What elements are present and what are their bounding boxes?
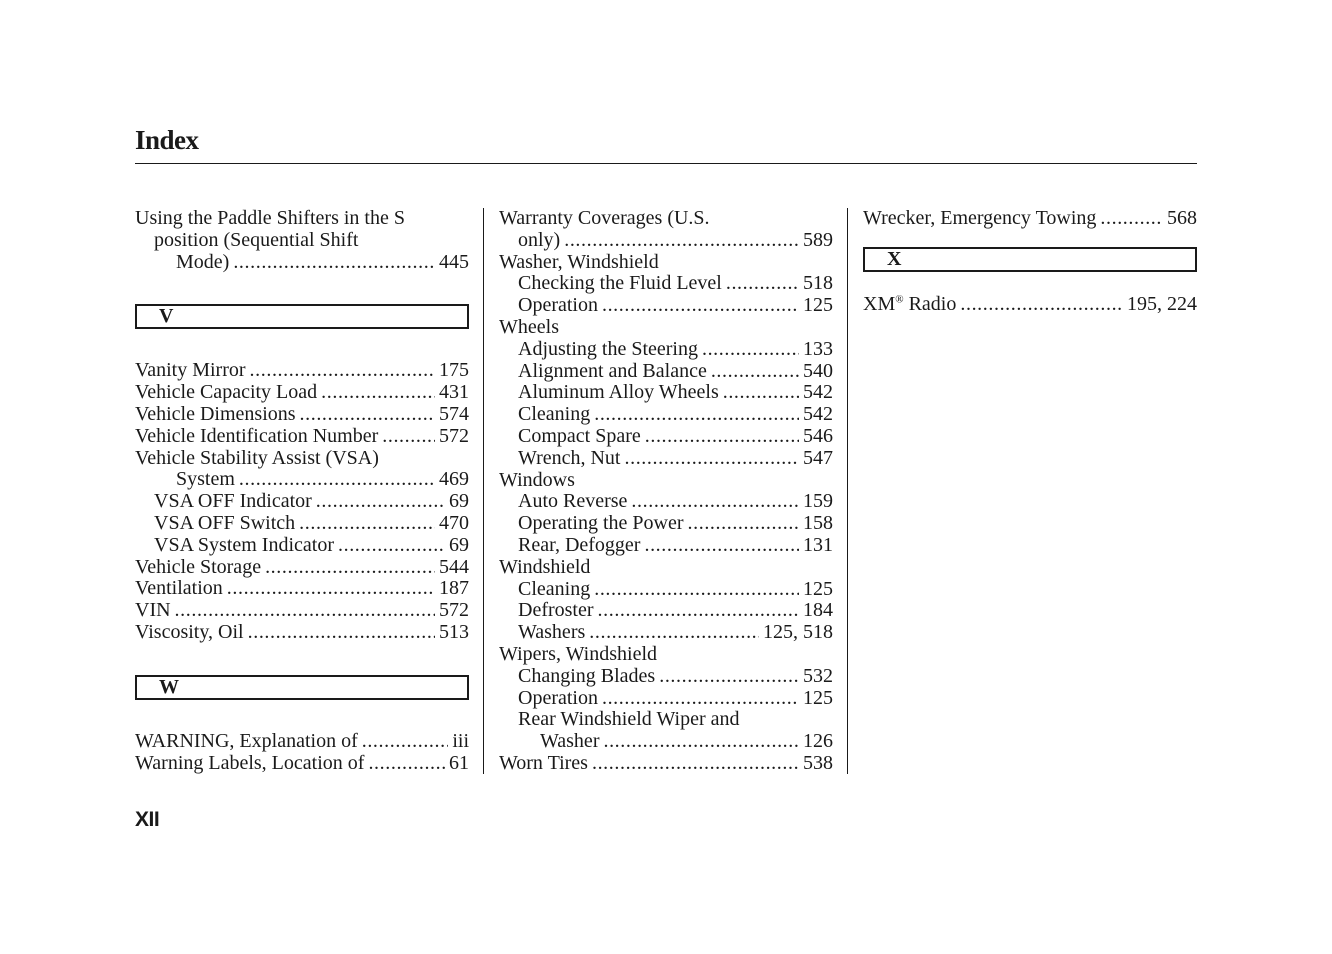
index-entry	[135, 382, 469, 404]
leader-dots	[603, 731, 799, 753]
page-number: XII	[135, 808, 160, 831]
index-entry	[499, 339, 833, 361]
leader-dots	[598, 600, 799, 622]
index-entry	[135, 600, 469, 622]
entry-label: Windshield	[499, 555, 591, 578]
entry-page: 431	[439, 381, 469, 404]
section-header-w: W	[135, 675, 469, 700]
entry-page: 126	[803, 730, 833, 753]
leader-dots	[233, 252, 435, 274]
entry-label: Washers	[518, 621, 586, 644]
entry-page: 470	[439, 511, 469, 534]
entry-page: 572	[439, 424, 469, 447]
entry-page: 69	[449, 533, 469, 556]
entry-label: Vehicle Identification Number	[135, 424, 379, 447]
entry-label: VSA System Indicator	[154, 533, 334, 556]
index-entry	[135, 230, 469, 252]
entry-page: 69	[449, 490, 469, 513]
entry-label: Warranty Coverages (U.S.	[499, 207, 710, 229]
entry-page: 195, 224	[1127, 292, 1197, 315]
index-entry	[499, 491, 833, 513]
entry-label: Defroster	[518, 599, 594, 622]
index-entry	[499, 230, 833, 252]
entry-page: 518	[803, 272, 833, 295]
index-entry	[499, 382, 833, 404]
index-entry	[499, 644, 833, 666]
leader-dots	[368, 753, 445, 775]
entry-page: 574	[439, 402, 469, 425]
index-entry	[499, 579, 833, 601]
index-entry	[499, 317, 833, 339]
index-entry	[499, 557, 833, 579]
leader-dots	[239, 469, 435, 491]
index-entry	[135, 731, 469, 753]
leader-dots	[299, 513, 435, 535]
entry-page: 542	[803, 403, 833, 426]
entry-page: 175	[439, 359, 469, 382]
index-entry	[499, 295, 833, 317]
leader-dots	[592, 753, 799, 775]
leader-dots	[631, 491, 799, 513]
entry-label: WARNING, Explanation of	[135, 729, 358, 752]
entry-label: Operation	[518, 294, 598, 317]
entry-label: Rear, Defogger	[518, 533, 641, 556]
entry-page: 546	[803, 424, 833, 447]
index-entry	[135, 622, 469, 644]
index-entry	[499, 709, 833, 731]
leader-dots	[960, 294, 1123, 316]
entry-label: Vehicle Capacity Load	[135, 381, 318, 404]
leader-dots	[644, 535, 799, 557]
index-entry	[499, 426, 833, 448]
entry-page: 544	[439, 555, 469, 578]
leader-dots	[625, 448, 800, 470]
leader-dots	[702, 339, 799, 361]
entry-label: Warning Labels, Location of	[135, 751, 365, 774]
leader-dots	[175, 600, 435, 622]
index-entry	[499, 535, 833, 557]
index-entry	[499, 252, 833, 274]
leader-dots	[723, 382, 799, 404]
leader-dots	[688, 513, 799, 535]
index-column-b	[499, 208, 833, 775]
leader-dots	[316, 491, 445, 513]
index-entry	[135, 252, 469, 274]
index-entry	[135, 404, 469, 426]
index-column-c	[863, 208, 1197, 316]
index-entry	[499, 753, 833, 775]
w-entries	[135, 731, 469, 775]
entry-page: 513	[439, 620, 469, 643]
registered-mark: ®	[895, 293, 904, 306]
entry-label: Alignment and Balance	[518, 359, 707, 382]
entry-label: Windows	[499, 468, 575, 491]
index-entry	[499, 731, 833, 753]
index-entry	[135, 491, 469, 513]
entry-label: XM® Radio	[863, 292, 957, 315]
entry-label: Viscosity, Oil	[135, 620, 244, 643]
entry-label: Vehicle Dimensions	[135, 402, 296, 425]
index-entry	[135, 208, 469, 230]
index-entry	[499, 513, 833, 535]
entry-label: Rear Windshield Wiper and	[518, 708, 740, 731]
section-header-x: X	[863, 247, 1197, 272]
leader-dots	[321, 382, 435, 404]
index-entry	[135, 578, 469, 600]
entry-label: VSA OFF Indicator	[154, 490, 312, 513]
paddle-shifter-entries	[135, 208, 469, 273]
index-entry	[135, 535, 469, 557]
entry-label: Washer, Windshield	[499, 250, 659, 273]
entry-label: Cleaning	[518, 403, 591, 426]
index-entry	[499, 470, 833, 492]
index-entry	[499, 600, 833, 622]
entry-label: Checking the Fluid Level	[518, 272, 722, 295]
index-column-a	[135, 208, 469, 774]
leader-dots	[1100, 208, 1163, 230]
entry-page: 125	[803, 686, 833, 709]
entry-page: 125, 518	[763, 621, 833, 644]
index-entry	[499, 273, 833, 295]
entry-label: Wrecker, Emergency Towing	[863, 207, 1097, 229]
index-entry	[135, 469, 469, 491]
leader-dots	[338, 535, 445, 557]
entry-label: VSA OFF Switch	[154, 511, 296, 534]
entry-label: Compact Spare	[518, 424, 641, 447]
column-divider	[483, 208, 484, 774]
leader-dots	[594, 404, 799, 426]
index-entry	[863, 208, 1197, 230]
entry-label: position (Sequential Shift	[154, 228, 359, 251]
page-title: Index	[135, 125, 199, 155]
leader-dots	[248, 622, 435, 644]
index-entry	[499, 622, 833, 644]
index-entry	[863, 294, 1197, 316]
entry-label: Ventilation	[135, 577, 223, 600]
leader-dots	[300, 404, 435, 426]
leader-dots	[227, 578, 435, 600]
leader-dots	[382, 426, 435, 448]
index-entry	[499, 361, 833, 383]
column-divider	[847, 208, 848, 774]
entry-label: Vehicle Stability Assist (VSA)	[135, 446, 379, 469]
index-entry	[135, 753, 469, 775]
entry-page: 158	[803, 512, 833, 535]
index-entry	[135, 513, 469, 535]
entry-label: Wheels	[499, 315, 559, 338]
entry-page: 469	[439, 468, 469, 491]
index-entry	[499, 208, 833, 230]
entry-page: 540	[803, 359, 833, 382]
entry-page: 125	[803, 294, 833, 317]
entry-label: Mode)	[176, 250, 230, 273]
leader-dots	[659, 666, 799, 688]
v-entries	[135, 360, 469, 643]
leader-dots	[564, 230, 799, 252]
entry-label: VIN	[135, 599, 171, 622]
entry-page: 538	[803, 751, 833, 774]
index-entry	[499, 404, 833, 426]
entry-page: 184	[803, 599, 833, 622]
entry-page: 445	[439, 250, 469, 273]
entry-page: 159	[803, 490, 833, 513]
leader-dots	[589, 622, 759, 644]
entry-label: Auto Reverse	[518, 490, 628, 513]
leader-dots	[645, 426, 799, 448]
entry-label: Worn Tires	[499, 751, 588, 774]
index-entry	[499, 666, 833, 688]
leader-dots	[726, 273, 799, 295]
entry-label: Operating the Power	[518, 512, 684, 535]
index-entry	[135, 360, 469, 382]
entry-page: 125	[803, 577, 833, 600]
entry-page: 532	[803, 664, 833, 687]
entry-label: only)	[518, 228, 561, 251]
section-header-v: V	[135, 304, 469, 329]
entry-label: Vanity Mirror	[135, 359, 246, 382]
leader-dots	[362, 731, 449, 753]
entry-label: Cleaning	[518, 577, 591, 600]
index-entry	[135, 557, 469, 579]
index-entry	[135, 448, 469, 470]
entry-page: 572	[439, 599, 469, 622]
entry-page: iii	[452, 729, 469, 752]
entry-page: 131	[803, 533, 833, 556]
entry-page: 542	[803, 381, 833, 404]
leader-dots	[602, 688, 799, 710]
entry-label: Using the Paddle Shifters in the S	[135, 207, 405, 229]
entry-label: Aluminum Alloy Wheels	[518, 381, 719, 404]
leader-dots	[265, 557, 435, 579]
entry-label: Wipers, Windshield	[499, 642, 657, 665]
entry-label: Wrench, Nut	[518, 446, 621, 469]
entry-label: Operation	[518, 686, 598, 709]
index-entry	[499, 448, 833, 470]
leader-dots	[250, 360, 435, 382]
title-rule	[135, 163, 1197, 164]
entry-page: 133	[803, 337, 833, 360]
w-entries-continued	[499, 208, 833, 775]
entry-label: System	[176, 468, 235, 491]
entry-page: 568	[1167, 207, 1197, 229]
leader-dots	[594, 579, 799, 601]
index-entry	[135, 426, 469, 448]
entry-label: Vehicle Storage	[135, 555, 262, 578]
index-entry	[499, 688, 833, 710]
leader-dots	[602, 295, 799, 317]
entry-page: 589	[803, 228, 833, 251]
entry-label: Adjusting the Steering	[518, 337, 698, 360]
entry-page: 547	[803, 446, 833, 469]
entry-page: 61	[449, 751, 469, 774]
leader-dots	[711, 361, 799, 383]
entry-label: Washer	[540, 730, 600, 753]
entry-label: Changing Blades	[518, 664, 656, 687]
entry-page: 187	[439, 577, 469, 600]
